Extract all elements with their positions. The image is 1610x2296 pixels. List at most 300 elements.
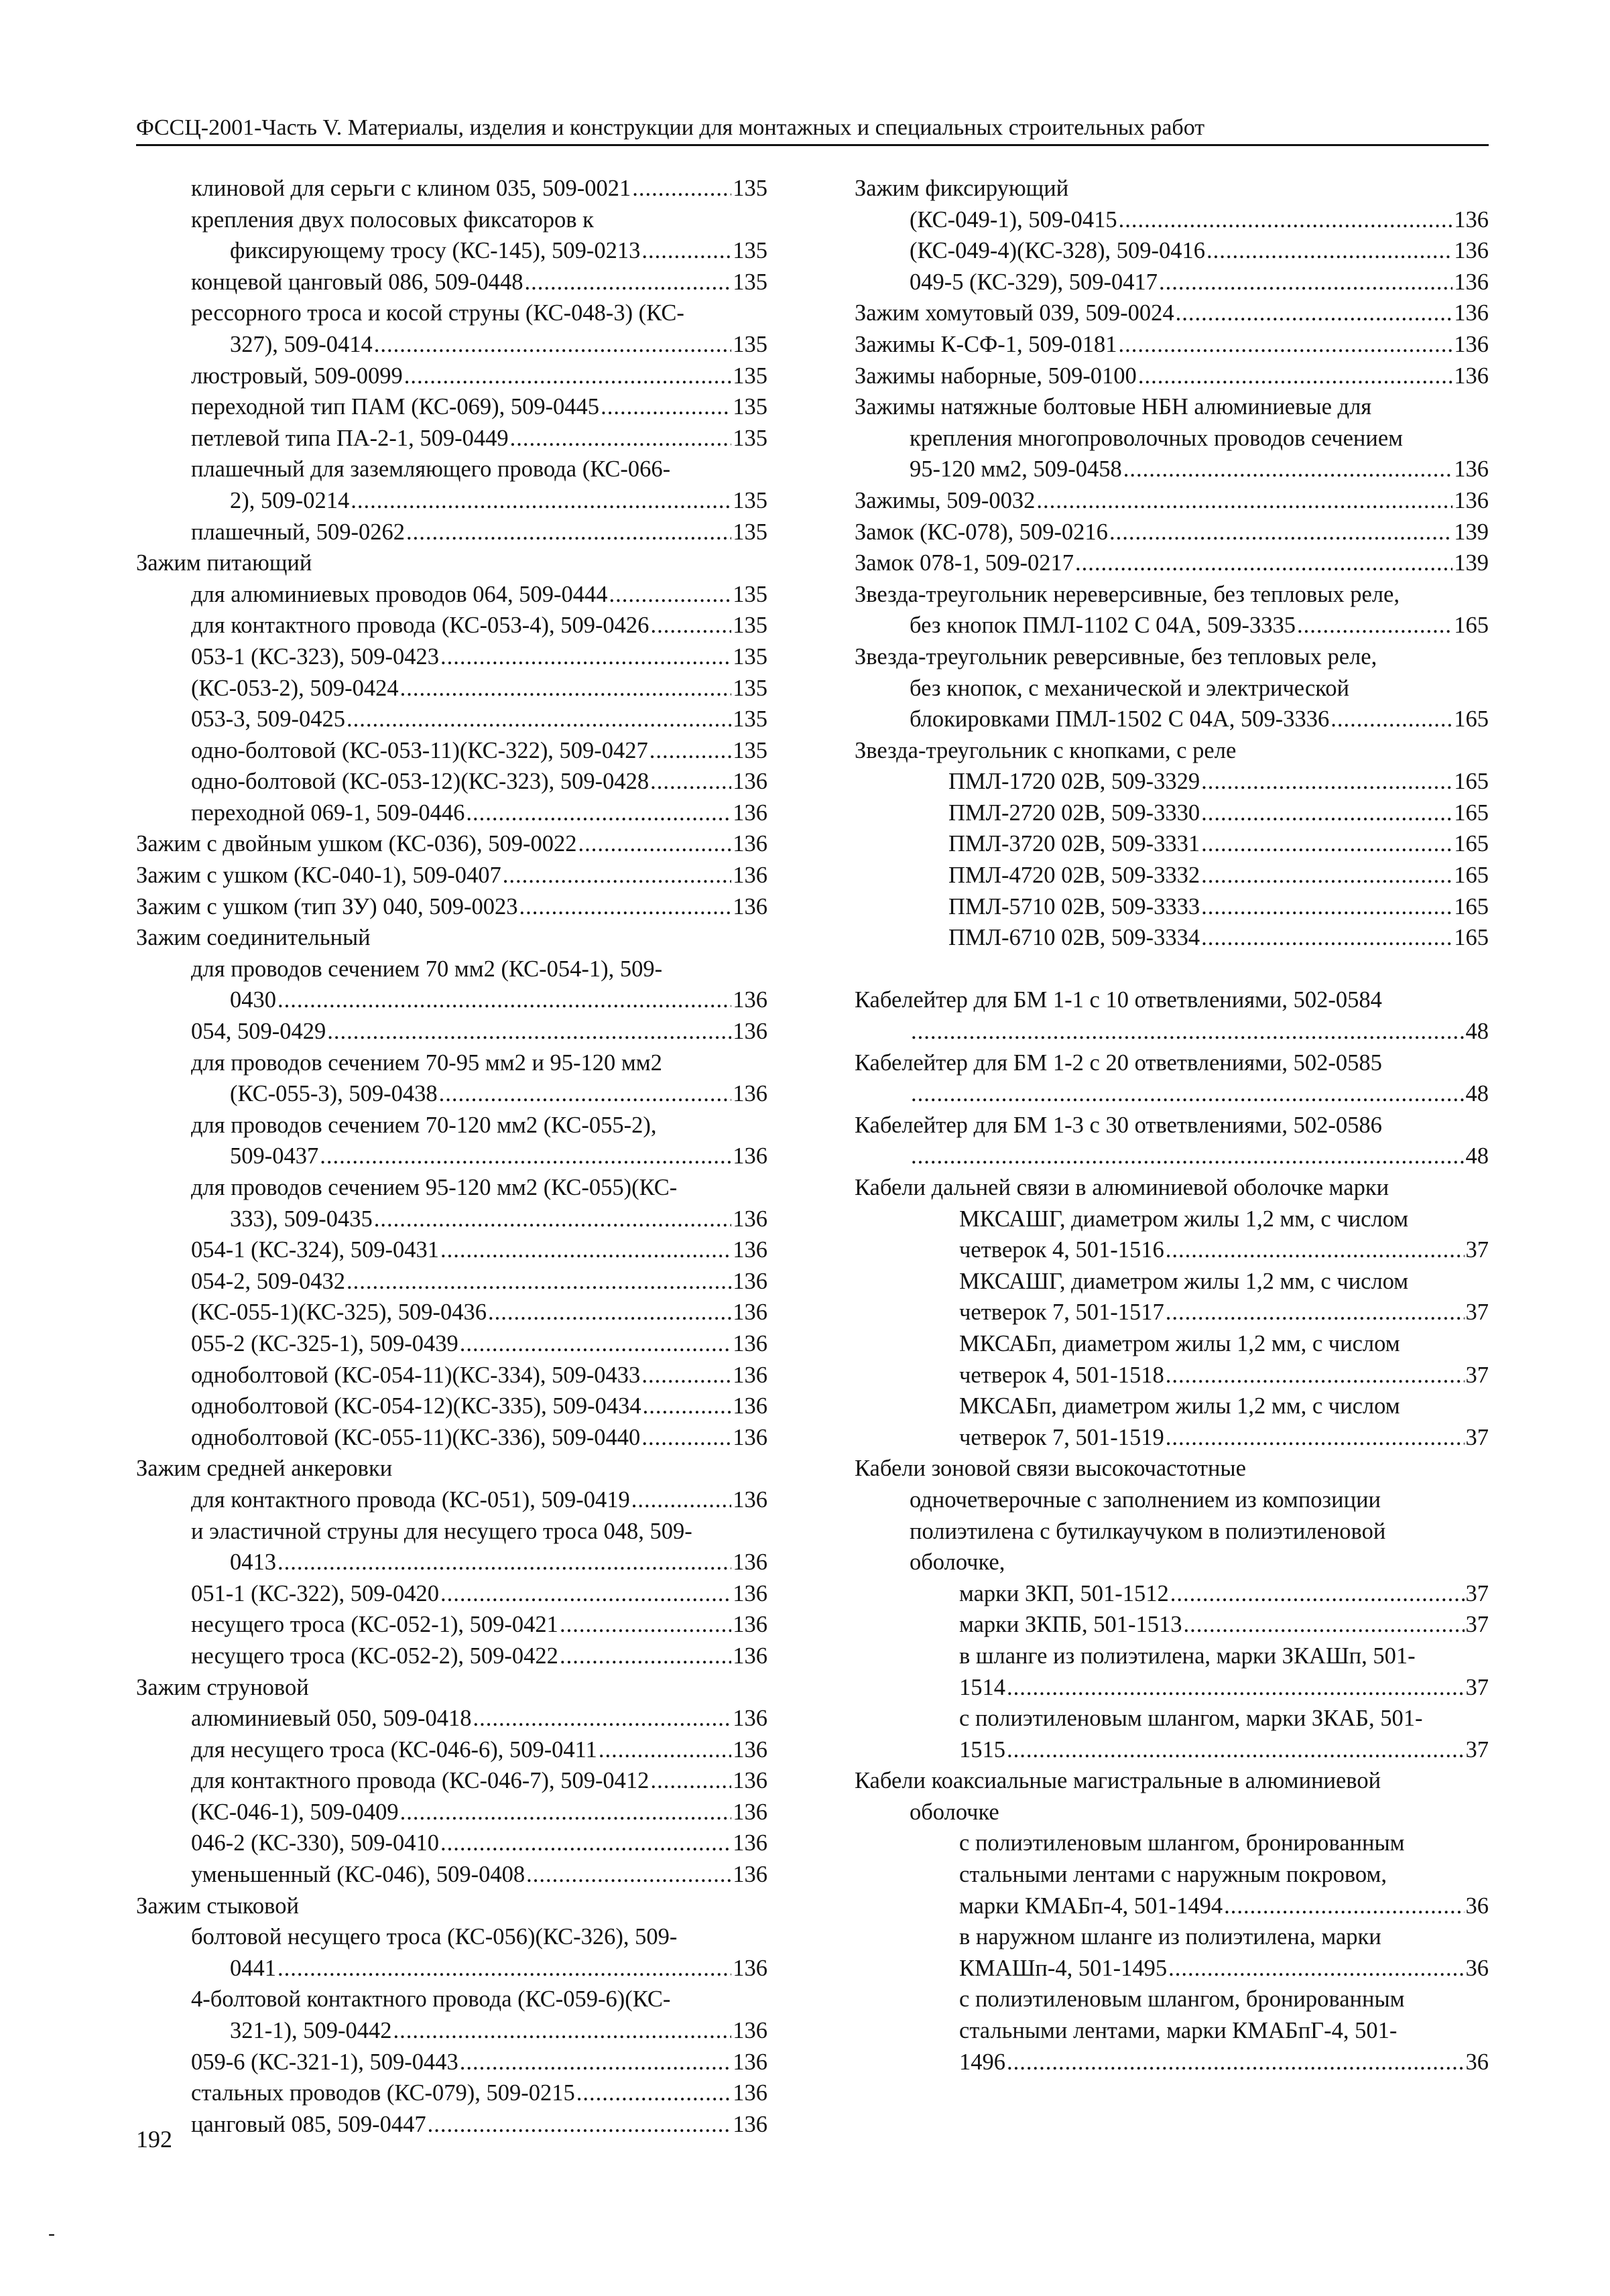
entry-text: для проводов сечением 70-95 мм2 и 95-120 мм2 [191,1049,662,1076]
entry-text: несущего троса (КС-052-1), 509-0421 [191,1612,558,1638]
index-entry [855,1703,1489,1734]
entry-text: цанговый 085, 509-0447 [191,2111,426,2137]
entry-page-ref: 136 [733,987,767,1013]
entry-page-ref: 136 [733,1486,767,1513]
dot-leader [460,1328,732,1360]
index-entry [136,954,767,985]
entry-text: стальными лентами, марки КМАБпГ-4, 501- [959,2018,1398,2044]
entry-page-ref: 136 [1454,331,1489,357]
index-entry [855,517,1489,548]
index-entry [855,1172,1489,1204]
dot-leader [466,798,731,829]
index-entry [855,1453,1489,1484]
index-entry [136,1984,767,2015]
index-entry [855,1297,1489,1328]
index-entry [855,1484,1489,1516]
entry-text: 053-1 (КС-323), 509-0423 [191,643,439,669]
entry-text: в шланге из полиэтилена, марки ЗКАШп, 501- [959,1643,1416,1669]
index-entry [855,1547,1489,1578]
entry-text: ПМЛ-6710 02В, 509-3334 [948,925,1200,951]
entry-page-ref: 136 [1454,300,1489,326]
entry-page-ref: 48 [1465,1019,1489,1045]
page-number: 192 [136,2126,172,2153]
entry-page-ref: 135 [733,675,767,701]
index-entry [855,735,1489,767]
dot-leader [641,1422,731,1454]
entry-text: МКСАБп, диаметром жилы 1,2 мм, с числом [959,1330,1400,1356]
dot-leader [503,860,731,891]
index-entry [855,1234,1489,1266]
entry-page-ref: 165 [1454,769,1489,795]
entry-text: для несущего троса (КС-046-6), 509-0411 [191,1736,597,1763]
entry-text: (КС-046-1), 509-0409 [191,1799,399,1825]
entry-text: Кабели зоновой связи высокочастотные [855,1456,1246,1482]
index-entry [136,984,767,1016]
entry-page-ref: 136 [733,1330,767,1356]
entry-text: Замок 078-1, 509-0217 [855,550,1074,576]
entry-text: МКСАШГ, диаметром жилы 1,2 мм, с числом [959,1268,1409,1294]
dot-leader [1201,766,1452,798]
index-entry [855,828,1489,860]
index-entry [855,1921,1489,1953]
index-entry [855,1016,1489,1047]
dot-leader [510,423,732,454]
dot-leader [1166,1360,1465,1391]
index-entry [855,704,1489,735]
index-entry [136,1328,767,1360]
entry-page-ref: 136 [733,1706,767,1732]
entry-page-ref: 135 [733,425,767,451]
dot-leader [1007,2047,1465,2078]
entry-text: Зажимы натяжные болтовые НБН алюминиевые для [855,394,1372,420]
entry-page-ref: 37 [1465,1674,1489,1700]
entry-text: 2), 509-0214 [230,487,350,513]
index-entry [136,1360,767,1391]
entry-text: марки ЗКП, 501-1512 [959,1580,1169,1606]
index-entry [855,610,1489,641]
entry-text: и эластичной струны для несущего троса 048, 509- [191,1518,692,1544]
index-entry [136,735,767,767]
index-entry [136,1765,767,1797]
dot-leader [1119,329,1453,361]
entry-page-ref: 136 [733,1768,767,1794]
entry-text: Кабели коаксиальные магистральные в алюминиевой [855,1768,1381,1794]
header-rule [136,144,1489,146]
dot-leader [609,579,732,611]
index-entry [136,2047,767,2078]
dot-leader [1201,922,1452,954]
index-entry [136,2015,767,2047]
dot-leader [374,329,732,361]
index-entry [855,1765,1489,1797]
entry-page-ref: 136 [733,1580,767,1606]
entry-page-ref: 136 [1454,206,1489,233]
index-entry [136,1266,767,1297]
entry-text: уменьшенный (КС-046), 509-0408 [191,1862,525,1888]
index-entry [855,1797,1489,1828]
index-entry [855,2047,1489,2078]
dot-leader [404,361,732,392]
index-entry [136,517,767,548]
entry-page-ref: 136 [733,1736,767,1763]
entry-text: стальными лентами с наружным покровом, [959,1862,1387,1888]
entry-text: Кабелейтер для БМ 1-1 с 10 ответвлениями, 502-0584 [855,987,1382,1013]
index-entry [855,641,1489,673]
entry-text: 321-1), 509-0442 [230,2018,392,2044]
entry-text: Зажим хомутовый 039, 509-0024 [855,300,1174,326]
index-entry [855,423,1489,454]
entry-text: переходной тип ПАМ (КС-069), 509-0445 [191,394,600,420]
entry-page-ref: 135 [733,519,767,545]
index-entry [855,1672,1489,1704]
entry-page-ref: 37 [1465,1237,1489,1263]
entry-text: Зажим струновой [136,1674,309,1700]
entry-page-ref: 37 [1465,1580,1489,1606]
entry-text: 051-1 (КС-322), 509-0420 [191,1580,439,1606]
index-entry [855,1578,1489,1610]
entry-text: 1515 [959,1736,1005,1763]
entry-page-ref: 139 [1454,519,1489,545]
entry-text: для проводов сечением 70 мм2 (КС-054-1), 509- [191,956,663,982]
entry-text: МКСАБп, диаметром жилы 1,2 мм, с числом [959,1393,1400,1419]
entry-text: четверок 4, 501-1518 [959,1362,1164,1388]
entry-text: Звезда-треугольник с кнопками, с реле [855,737,1237,763]
index-entry [136,2078,767,2109]
entry-page-ref: 165 [1454,800,1489,826]
dot-leader [400,673,732,704]
index-entry [136,204,767,236]
entry-text: Зажим с ушком (КС-040-1), 509-0407 [136,863,501,889]
index-entry [855,391,1489,423]
entry-text: 0430 [230,987,276,1013]
entry-page-ref: 136 [1454,238,1489,264]
index-entry [136,1204,767,1235]
entry-text: для контактного провода (КС-051), 509-0419 [191,1486,630,1513]
entry-text: (КС-049-4)(КС-328), 509-0416 [910,238,1205,264]
entry-text: одноболтовой (КС-054-12)(КС-335), 509-0434 [191,1393,641,1419]
entry-text: 046-2 (КС-330), 509-0410 [191,1830,439,1856]
dot-leader [578,828,731,860]
index-entry [855,1110,1489,1141]
entry-page-ref: 165 [1454,706,1489,732]
entry-page-ref: 136 [1454,487,1489,513]
entry-text: для проводов сечением 70-120 мм2 (КС-055-2), [191,1112,657,1138]
index-entry [855,1734,1489,1766]
dot-leader [460,2047,732,2078]
index-entry [136,1078,767,1110]
entry-text: для контактного провода (КС-053-4), 509-0426 [191,613,649,639]
entry-page-ref: 136 [733,893,767,919]
index-entry [136,1828,767,1859]
entry-text: Звезда-треугольник нереверсивные, без тепловых реле, [855,581,1400,607]
dot-leader [1123,454,1452,485]
entry-text: Кабелейтер для БМ 1-2 с 20 ответвлениями, 502-0585 [855,1049,1382,1076]
entry-page-ref: 165 [1454,893,1489,919]
entry-text: Зажимы, 509-0032 [855,487,1036,513]
entry-text: четверок 7, 501-1519 [959,1424,1164,1450]
dot-leader [347,1266,731,1297]
entry-page-ref: 136 [733,863,767,889]
index-entry [855,1859,1489,1891]
index-entry [855,891,1489,923]
entry-text: для проводов сечением 95-120 мм2 (КС-055)(КС- [191,1175,678,1200]
dot-leader [439,1078,732,1110]
entry-text: крепления многопроволочных проводов сечением [910,425,1403,451]
dot-leader [1168,1953,1464,1984]
index-entry [855,1516,1489,1547]
entry-text: для алюминиевых проводов 064, 509-0444 [191,581,608,607]
entry-page-ref: 136 [733,1612,767,1638]
entry-text: с полиэтиленовым шлангом, бронированным [959,1986,1405,2013]
dot-leader [601,391,731,423]
entry-text: 509-0437 [230,1143,319,1169]
dot-leader [599,1734,731,1766]
index-entry [855,1422,1489,1454]
entry-text: (КС-055-1)(КС-325), 509-0436 [191,1299,487,1326]
entry-page-ref: 136 [1454,456,1489,483]
entry-text: Замок (КС-078), 509-0216 [855,519,1108,545]
entry-page-ref: 135 [733,487,767,513]
entry-text: с полиэтиленовым шлангом, бронированным [959,1830,1405,1856]
entry-text: люстровый, 509-0099 [191,363,403,389]
entry-page-ref: 136 [733,1362,767,1388]
dot-leader [641,1360,731,1391]
entry-page-ref: 135 [733,613,767,639]
scan-mark: - [48,2222,55,2244]
entry-text: плашечный, 509-0262 [191,519,405,545]
dot-leader [473,1703,731,1734]
entry-page-ref: 135 [733,331,767,357]
entry-text: ПМЛ-5710 02В, 509-3333 [948,893,1200,919]
index-entry [136,485,767,517]
entry-text: концевой цанговый 086, 509-0448 [191,269,523,295]
index-entry [136,1391,767,1422]
index-entry [136,1172,767,1204]
entry-page-ref: 37 [1465,1736,1489,1763]
dot-leader [643,1391,732,1422]
entry-text: Зажим стыковой [136,1893,299,1919]
index-entry [855,204,1489,236]
entry-text: Зажим средней анкеровки [136,1456,393,1482]
entry-page-ref: 136 [733,1549,767,1576]
dot-leader [1075,548,1452,579]
entry-text: блокировками ПМЛ-1502 С 04А, 509-3336 [910,706,1330,732]
entry-text: без кнопок, с механической и электрической [910,675,1350,701]
entry-text: (КС-055-3), 509-0438 [230,1081,438,1107]
dot-leader [519,891,732,923]
index-entry [136,423,767,454]
entry-text: стальных проводов (КС-079), 509-0215 [191,2080,575,2106]
dot-leader [428,2109,732,2141]
entry-page-ref: 136 [733,2049,767,2075]
entry-page-ref: 136 [733,1206,767,1232]
entry-page-ref: 136 [733,769,767,795]
entry-text: одноболтовой (КС-055-11)(КС-336), 509-0440 [191,1424,641,1450]
dot-leader [374,1204,732,1235]
index-entry [136,798,767,829]
dot-leader [641,235,731,267]
entry-text: 0413 [230,1549,276,1576]
entry-page-ref: 37 [1465,1362,1489,1388]
entry-text: Зажим питающий [136,550,312,576]
dot-leader [488,1297,731,1328]
entry-page-ref: 37 [1465,1424,1489,1450]
index-entry [136,704,767,735]
index-entry [136,579,767,611]
index-entry [855,579,1489,611]
dot-leader [1201,798,1452,829]
index-entry [855,673,1489,704]
index-entry [136,673,767,704]
index-entry [136,1453,767,1484]
entry-text: плашечный для заземляющего провода (КС-066- [191,456,671,483]
index-entry [855,267,1489,298]
dot-leader [632,173,731,204]
entry-text: Зажим фиксирующий [855,176,1069,201]
dot-leader [277,984,731,1016]
dot-leader [440,1234,731,1266]
entry-text: крепления двух полосовых фиксаторов к [191,206,594,233]
dot-leader [560,1609,731,1641]
entry-page-ref: 136 [733,2080,767,2106]
entry-text: МКСАШГ, диаметром жилы 1,2 мм, с числом [959,1206,1409,1232]
dot-leader [440,1828,731,1859]
index-entry [855,1266,1489,1297]
index-entry [136,1797,767,1828]
entry-page-ref: 135 [733,363,767,389]
index-column-left [136,173,767,2140]
index-entry [136,1547,767,1578]
entry-text: 054, 509-0429 [191,1019,326,1045]
entry-page-ref: 136 [733,1862,767,1888]
index-entry [855,798,1489,829]
index-entry [855,454,1489,485]
index-entry [855,298,1489,329]
entry-page-ref: 136 [733,1799,767,1825]
dot-leader [1109,517,1452,548]
dot-leader [327,1016,731,1047]
index-entry [136,267,767,298]
dot-leader [650,766,731,798]
entry-text: с полиэтиленовым шлангом, марки ЗКАБ, 501- [959,1706,1423,1732]
index-entry [855,2015,1489,2047]
entry-page-ref: 136 [733,1643,767,1669]
entry-page-ref: 36 [1465,2049,1489,2075]
index-entry [136,1672,767,1704]
entry-text: 95-120 мм2, 509-0458 [910,456,1122,483]
index-entry [855,1078,1489,1110]
entry-text: 059-6 (КС-321-1), 509-0443 [191,2049,458,2075]
entry-page-ref: 136 [1454,363,1489,389]
dot-leader [649,735,731,767]
dot-leader [1119,204,1453,236]
dot-leader [650,1765,731,1797]
entry-page-ref: 136 [733,800,767,826]
entry-page-ref: 37 [1465,1612,1489,1638]
index-entry [136,1609,767,1641]
entry-page-ref: 165 [1454,613,1489,639]
index-entry [855,235,1489,267]
entry-text: Зажимы К-СФ-1, 509-0181 [855,331,1117,357]
index-entry [136,548,767,579]
entry-page-ref: 165 [1454,925,1489,951]
index-entry [136,1891,767,1922]
index-entry [855,1328,1489,1360]
entry-text: петлевой типа ПА-2-1, 509-0449 [191,425,509,451]
entry-text: Звезда-треугольник реверсивные, без тепловых реле, [855,643,1377,669]
index-entry [855,361,1489,392]
entry-page-ref: 136 [733,2018,767,2044]
dot-leader [1138,361,1452,392]
dot-leader [1206,235,1452,267]
index-entry [136,1047,767,1079]
entry-page-ref: 165 [1454,831,1489,857]
entry-text: 1496 [959,2049,1005,2075]
entry-text: одно-болтовой (КС-053-11)(КС-322), 509-0427 [191,737,648,763]
entry-text: фиксирующему тросу (КС-145), 509-0213 [230,238,641,264]
dot-leader [440,641,731,673]
dot-leader [1201,891,1452,923]
entry-text: ПМЛ-3720 02В, 509-3331 [948,831,1200,857]
entry-text: Зажим соединительный [136,925,371,951]
index-entry [136,1578,767,1610]
dot-leader [911,1141,1465,1172]
index-entry [855,548,1489,579]
entry-page-ref: 136 [733,1268,767,1294]
dot-leader [1170,1578,1465,1610]
entry-text: оболочке, [910,1549,1005,1576]
entry-text: несущего троса (КС-052-2), 509-0422 [191,1643,558,1669]
index-entry [855,485,1489,517]
entry-page-ref: 37 [1465,1299,1489,1326]
entry-text: одноболтовой (КС-054-11)(КС-334), 509-0433 [191,1362,641,1388]
dot-leader [320,1141,731,1172]
entry-text: марки КМАБп-4, 501-1494 [959,1893,1223,1919]
index-entry [136,1141,767,1172]
index-entry [136,1703,767,1734]
entry-text: Кабелейтер для БМ 1-3 с 30 ответвлениями, 502-0586 [855,1112,1382,1138]
entry-page-ref: 136 [1454,269,1489,295]
entry-text: для контактного провода (КС-046-7), 509-0412 [191,1768,649,1794]
entry-page-ref: 136 [733,1299,767,1326]
dot-leader [277,1547,731,1578]
index-entry [855,1984,1489,2015]
entry-text: 053-3, 509-0425 [191,706,345,732]
dot-leader [1176,298,1453,329]
dot-leader [524,267,731,298]
entry-page-ref: 136 [733,1081,767,1107]
dot-leader [1297,610,1452,641]
entry-text: алюминиевый 050, 509-0418 [191,1706,472,1732]
index-entry [136,1110,767,1141]
index-entry [136,641,767,673]
entry-text: (КС-053-2), 509-0424 [191,675,399,701]
index-entry [136,1734,767,1766]
entry-text: полиэтилена с бутилкаучуком в полиэтиленовой [910,1518,1386,1544]
entry-page-ref: 135 [733,176,767,201]
index-entry [136,329,767,361]
index-entry [136,766,767,798]
entry-text: Зажимы наборные, 509-0100 [855,363,1137,389]
index-entry [855,1953,1489,1984]
entry-page-ref: 136 [733,1393,767,1419]
index-entry [136,891,767,923]
dot-leader [631,1484,732,1516]
dot-leader [576,2078,731,2109]
index-entry [136,1921,767,1953]
entry-text: Зажим с двойным ушком (КС-036), 509-0022 [136,831,577,857]
entry-text: 333), 509-0435 [230,1206,373,1232]
